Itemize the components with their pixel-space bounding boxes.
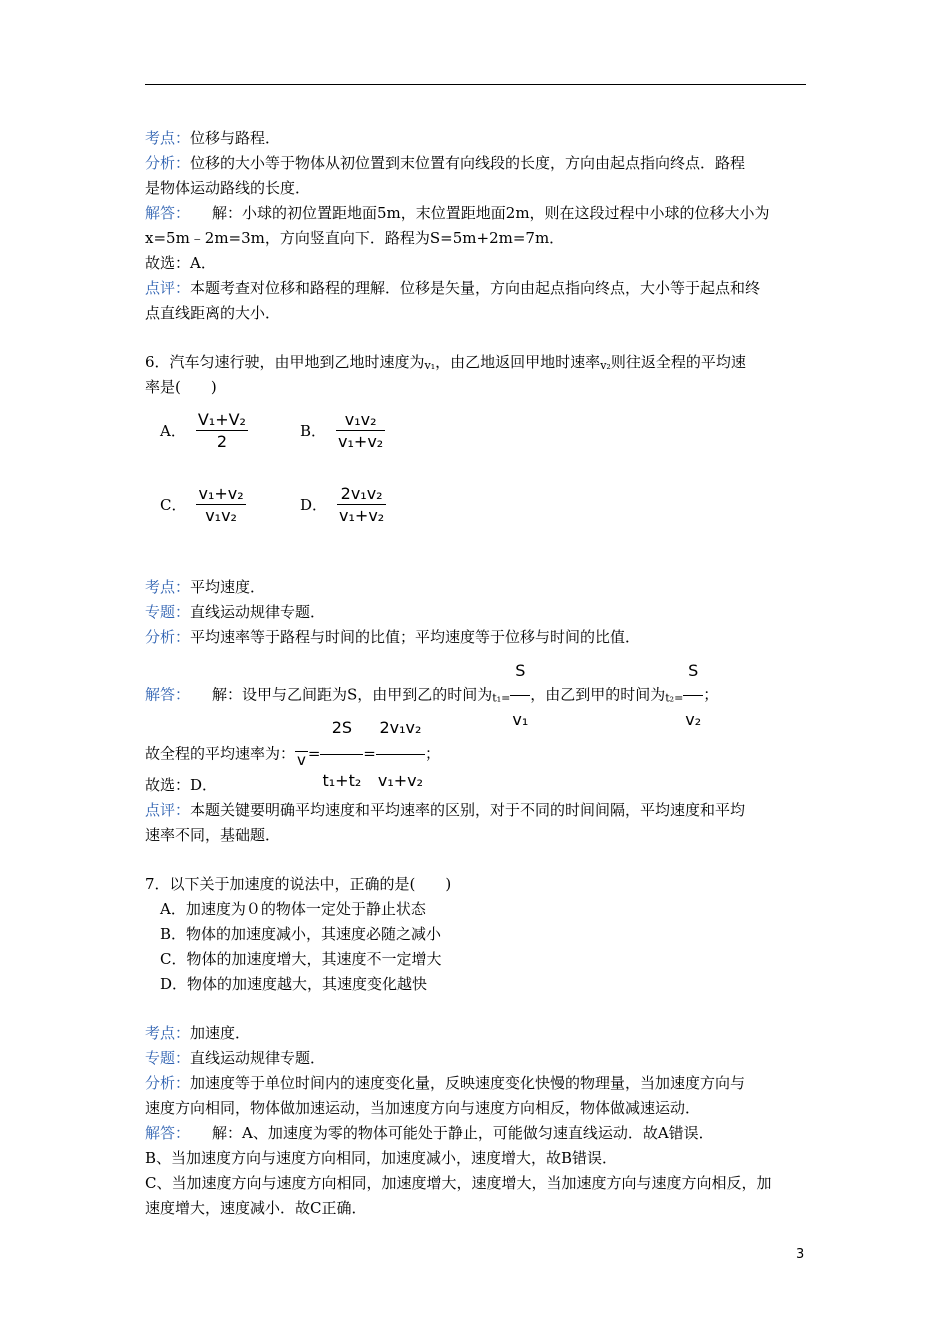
q6-fenxi: 平均速率等于路程与时间的比值；平均速度等于位移与时间的比值． [190,628,641,646]
q6-kaodian: 平均速度． [190,578,266,596]
q7-fenxi-line [145,1073,745,1093]
frac-den: v₁v₂ [205,506,237,525]
q6-dianping-1: 本题关键要明确平均速度和平均速率的区别，对于不同的时间间隔，平均速度和平均 [190,801,746,819]
kaodian-label: 考点： [145,129,191,147]
2s-over-t-fraction [320,703,363,806]
option-letter: A． [160,422,186,440]
q6-full-a: 故全程的平均速率为： [145,744,296,763]
q6-dianping-line-2: 速率不同，基础题． [145,826,281,844]
frac-den: v₁+v₂ [339,506,385,525]
q5-dianping-line [145,278,760,298]
q5-jieda-line-2: x=5m﹣2m=3m，方向竖直向下．路程为S=5m+2m=7m． [145,229,565,247]
q7-jieda-line [145,1123,714,1143]
q7-zhuanti-line [145,1048,325,1068]
q6-stem-v1: v₁ [424,359,436,372]
q6-dianping-line [145,800,745,820]
zhuanti-label: 专题： [145,1049,191,1067]
frac-num: v₁v₂ [336,410,385,431]
s-over-v2-fraction [683,648,703,743]
q6-jieda-a: 解：设甲与乙间距为S，由甲到乙的时间为 [212,685,493,704]
s-over-v1-fraction [510,648,530,743]
q6-zhuanti: 直线运动规律专题． [190,603,326,621]
q7-kaodian-line [145,1023,250,1043]
q6-jieda-end: ； [703,685,719,704]
q7-option-d[interactable]: D．物体的加速度越大，其速度变化越快 [160,975,428,993]
q7-fenxi-line-2: 速度方向相同，物体做加速运动，当加速度方向与速度方向相反，物体做减速运动． [145,1099,701,1117]
q5-dianping-1: 本题考查对位移和路程的理解．位移是矢量，方向由起点指向终点，大小等于起点和终 [190,279,761,297]
fenxi-label: 分析： [145,1074,191,1092]
jieda-label: 解答： [145,685,191,704]
q7-jieda-line-2: B、当加速度方向与速度方向相同，加速度减小，速度增大，故B错误． [145,1149,618,1167]
q7-kaodian: 加速度． [190,1024,251,1042]
frac-num: V₁+V₂ [197,410,246,429]
q6-fenxi-line [145,627,640,647]
q5-fenxi-1: 位移的大小等于物体从初位置到末位置有向线段的长度，方向由起点指向终点．路程 [190,154,746,172]
q6-jieda-t1: t₁= [492,691,511,705]
q7-option-b[interactable]: B．物体的加速度减小，其速度必随之减小 [160,925,442,943]
semicolon: ； [425,744,441,763]
q6-kaodian-line [145,577,265,597]
dianping-label: 点评： [145,801,191,819]
frac-den: v₁+v₂ [338,432,384,451]
frac-num: 2S [320,703,363,755]
frac-num: 2v₁v₂ [376,703,425,755]
equals-sign: = [307,744,321,763]
header-rule [145,84,806,85]
q7-zhuanti: 直线运动规律专题． [190,1049,326,1067]
q6-jieda-t2: t₂= [665,691,684,705]
q7-jieda-line-4: 速度增大，速度减小．故C正确． [145,1199,367,1217]
option-a-fraction [196,410,248,451]
equals-sign: = [363,744,376,763]
frac-den: t₁+t₂ [322,771,362,790]
q6-option-c[interactable] [160,484,246,525]
q7-option-c[interactable]: C．物体的加速度增大，其速度不一定增大 [160,950,442,968]
fenxi-label: 分析： [145,154,191,172]
q6-option-a[interactable] [160,410,248,451]
result-fraction [376,703,425,806]
frac-num: 2v₁v₂ [337,484,386,505]
q6-jieda-b: ，由乙到甲的时间为 [530,685,666,704]
frac-num: S [510,648,530,696]
q7-stem: 7．以下关于加速度的说法中，正确的是( ) [145,875,452,893]
option-c-fraction [196,484,245,525]
frac-den: v₁+v₂ [377,771,424,790]
q6-option-d[interactable] [300,484,386,525]
q5-kaodian-line [145,128,280,148]
jieda-label: 解答： [145,204,191,222]
q6-stem-line-1 [145,352,746,376]
q6-option-b[interactable] [300,410,385,451]
q7-option-a[interactable]: A．加速度为０的物体一定处于静止状态 [160,900,426,918]
option-d-fraction [337,484,386,525]
frac-den: v₂ [685,710,702,729]
q5-guxuan: 故选：A． [145,254,216,272]
q6-zhuanti-line [145,602,325,622]
option-letter: C． [160,496,187,514]
option-b-fraction [336,410,385,451]
q6-stem-line-2: 率是( ) [145,378,217,396]
v-bar-symbol: v [297,750,306,769]
q6-stem-e: 则往返全程的平均速 [610,353,746,371]
option-letter: B． [300,422,327,440]
q5-fenxi-line [145,153,745,173]
zhuanti-label: 专题： [145,603,191,621]
frac-num: S [683,648,703,696]
q5-dianping-line-2: 点直线距离的大小． [145,304,281,322]
q7-fenxi-1: 加速度等于单位时间内的速度变化量，反映速度变化快慢的物理量，当加速度方向与 [190,1074,746,1092]
option-letter: D． [300,496,328,514]
q7-jieda-1: 解：A、加速度为零的物体可能处于静止，可能做匀速直线运动．故A错误． [212,1124,714,1142]
kaodian-label: 考点： [145,578,191,596]
dianping-label: 点评： [145,279,191,297]
q5-jieda-1: 解：小球的初位置距地面5m，末位置距地面2m，则在这段过程中小球的位移大小为 [212,204,770,222]
q6-stem-v2: v₂ [600,359,611,372]
q6-stem-a: 6．汽车匀速行驶，由甲地到乙地时速度为 [145,353,425,371]
q5-fenxi-line-2: 是物体运动路线的长度． [145,179,311,197]
frac-num: v₁+v₂ [198,484,244,503]
frac-den: 2 [216,432,227,451]
q6-stem-c: ，由乙地返回甲地时速率 [435,353,601,371]
q5-jieda-line [145,203,770,223]
q7-jieda-line-3: C、当加速度方向与速度方向相同，加速度增大，速度增大，当加速度方向与速度方向相反，加 [145,1174,772,1192]
q5-kaodian: 位移与路程． [190,129,281,147]
jieda-label: 解答： [145,1124,191,1142]
frac-den: v₁ [512,710,529,729]
page-number: 3 [796,1247,805,1262]
q6-guxuan: 故选：D． [145,776,218,794]
fenxi-label: 分析： [145,628,191,646]
kaodian-label: 考点： [145,1024,191,1042]
